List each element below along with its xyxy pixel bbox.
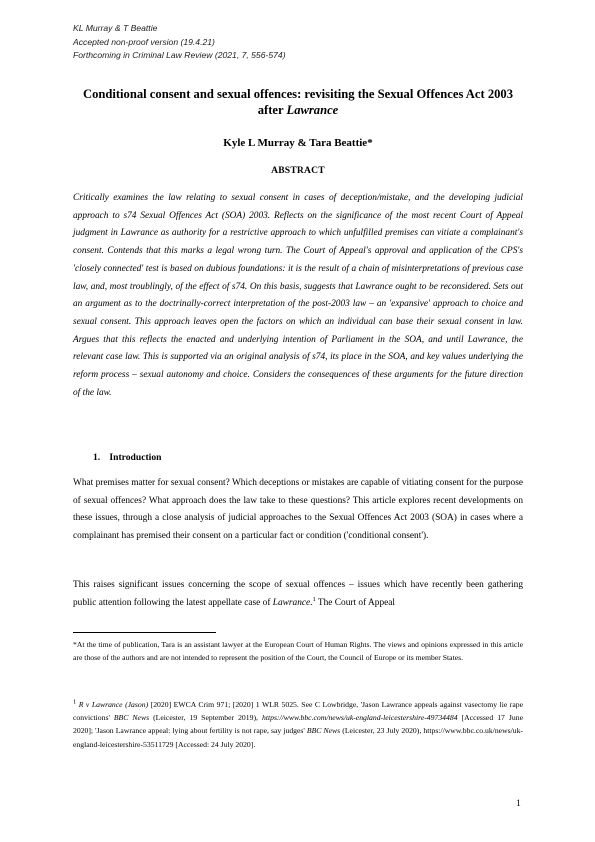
header-version: Accepted non-proof version (19.4.21) (73, 36, 215, 47)
para2-case: Lawrance (272, 597, 311, 608)
footnote-divider (73, 632, 216, 633)
section-heading (93, 452, 161, 463)
para2-text-a: This raises significant issues concerning the scope of sexual offences – issues which have recently been gathering public attention following the latest appellate case of (73, 580, 523, 608)
footnote-1-case: R v Lawrance (Jason) (78, 700, 149, 709)
para2-text-b: The Court of Appeal (315, 597, 395, 608)
header-authors: KL Murray & T Beattie (73, 23, 158, 33)
footnote-1-text-b: (Leicester, 19 September 2019), (149, 713, 262, 723)
section-number: 1. (93, 452, 101, 463)
body-paragraph-2 (73, 577, 523, 612)
footnote-1-text-a: [2020] EWCA Crim 971; [2020] 1 WLR 5025. See C Lowbridge, 'Jason Lawrance appeals against vasectomy lie rape convictions' (73, 700, 523, 723)
body-paragraph-1: What premises matter for sexual consent? Which deceptions or mistakes are capable of vitiating consent for the purpose of sexual offences? What approach does the law take to these questions? This article explores recent developments on these issues, through a close analysis of judicial approaches to the Sexual Offences Act 2003 (SOA) in cases where a complainant has premised their consent on a particular fact or condition ('conditional consent'). (73, 478, 523, 541)
abstract-text: Critically examines the law relating to sexual consent in cases of deception/mistake, and the developing judicial approach to s74 Sexual Offences Act (SOA) 2003. Reflects on the significance of the most recent Court of Appeal judgment in Lawrance as authority for a restrictive approach to which unfulfilled premises can vitiate a complainant's consent. Contends that this marks a legal wrong turn. The Court of Appeal's approval and application of the CPS's 'closely connected' test is based on dubious foundations: it is the result of a chain of misinterpretations of previous case law, and, most troublingly, of the effect of s74. On this basis, suggests that Lawrance ought to be reconsidered. Sets out an argument as to the doctrinally-correct interpretation of the post-2003 law – an 'expansive' approach to choice and sexual consent. This approach leaves open the factors on which an individual can base their sexual consent in law. Argues that this reflects the enacted and underlying intention of Parliament in the SOA, and until Lawrance, the relevant case law. This is supported via an original analysis of s74, its place in the SOA, and key values underlying the reform process – sexual autonomy and choice. Considers the consequences of these arguments for the future direction of the law. (73, 193, 523, 398)
footnote-author: *At the time of publication, Tara is an assistant lawyer at the European Court of Human Rights. The views and opinions expressed in this article are those of the authors and are not intended to represent the position of the Court, the Council of Europe or its member States. (73, 640, 523, 663)
abstract-heading: ABSTRACT (271, 165, 325, 176)
title-main: Conditional consent and sexual offences: revisiting the Sexual Offences Act 2003 after (82, 87, 514, 117)
footnote-ref-1[interactable]: 1 (312, 595, 316, 603)
article-title (73, 86, 523, 118)
footnote-1-url-1[interactable]: https://www.bbc.com/news/uk-england-leicestershire-49734484 (261, 713, 458, 723)
footnote-1-number: 1 (73, 698, 77, 706)
footnote-1-text-d: (Leicester, 23 July 2020), https://www.bbc.co.uk/news/uk-england-leicestershire-53511729 [Accessed: 24 July 2020]. (73, 726, 523, 749)
para2-dot: . (310, 597, 313, 608)
footnote-1-source-1: BBC News (113, 713, 150, 723)
header-publication: Forthcoming in Criminal Law Review (2021, 7, 556-574) (73, 50, 286, 60)
footnote-1-source-2: BBC News (306, 726, 341, 736)
section-title: Introduction (109, 452, 162, 463)
author-line: Kyle L Murray & Tara Beattie* (223, 137, 373, 149)
title-italic: Lawrance (286, 103, 339, 117)
footnote-1 (73, 698, 523, 751)
footnote-1-text-c: [Accessed 17 June 2020]; 'Jason Lawrance appeal: lying about fertility is not rape, say judges' (73, 713, 524, 736)
page-number: 1 (516, 798, 521, 809)
running-header (73, 22, 286, 63)
